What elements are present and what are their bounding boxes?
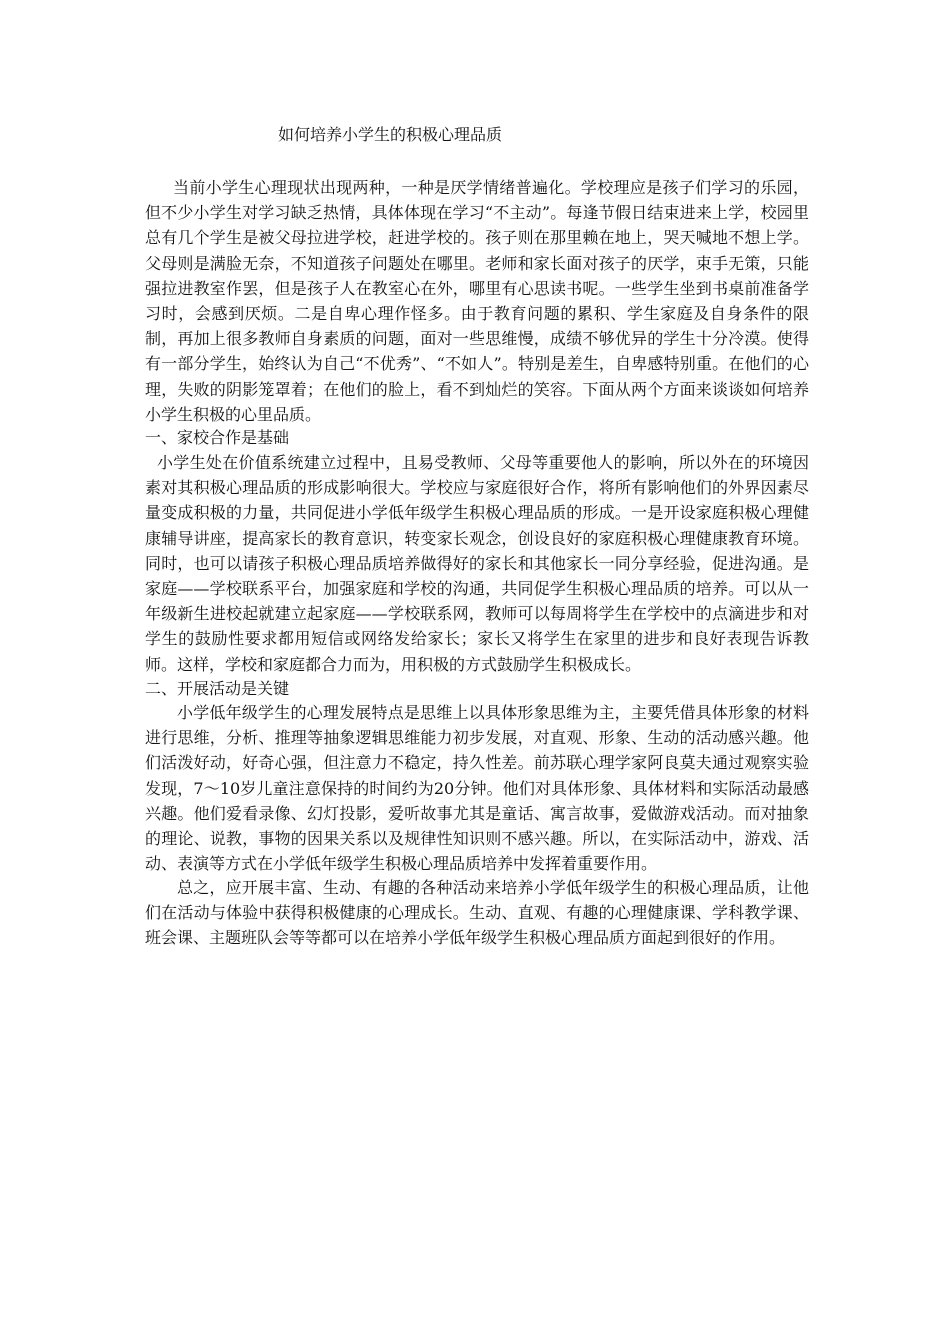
paragraph-conclusion: 总之，应开展丰富、生动、有趣的各种活动来培养小学低年级学生的积极心理品质，让他们在活动与体验中获得积极健康的心理成长。生动、直观、有趣的心理健康课、学科教学课、班会课、主题班队会等等都可以在培养小学低年级学生积极心理品质方面起到很好的作用。 <box>145 878 809 948</box>
paragraph-home-school: 小学生处在价值系统建立过程中，且易受教师、父母等重要他人的影响，所以外在的环境因素对其积极心理品质的形成影响很大。学校应与家庭很好合作，将所有影响他们的外界因素尽量变成积极的力量，共同促进小学低年级学生积极心理品质的形成。一是开设家庭积极心理健康辅导讲座，提高家长的教育意识，转变家长观念，创设良好的家庭积极心理健康教育环境。同时，也可以请孩子积极心理品质培养做得好的家长和其他家长一同分享经验，促进沟通。是家庭——学校联系平台，加强家庭和学校的沟通，共同促学生积极心理品质的培养。可以从一年级新生进校起就建立起家庭——学校联系网，教师可以每周将学生在学校中的点滴进步和对学生的鼓励性要求都用短信或网络发给家长；家长又将学生在家里的进步和良好表现告诉教师。这样，学校和家庭都合力而为，用积极的方式鼓励学生积极成长。 <box>145 453 809 674</box>
section-heading-home-school: 一、家校合作是基础 <box>145 428 290 447</box>
paragraph-intro: 当前小学生心理现状出现两种，一种是厌学情绪普遍化。学校理应是孩子们学习的乐园，但不少小学生对学习缺乏热情，具体体现在学习“不主动”。每逢节假日结束进来上学，校园里总有几个学生是被父母拉进学校，赶进学校的。孩子则在那里赖在地上，哭天喊地不想上学。父母则是满脸无奈，不知道孩子问题处在哪里。老师和家长面对孩子的厌学，束手无策，只能强拉进教室作罢，但是孩子人在教室心在外，哪里有心思读书呢。一些学生坐到书桌前准备学习时，会感到厌烦。二是自卑心理作怪多。由于教育问题的累积、学生家庭及自身条件的限制，再加上很多教师自身素质的问题，面对一些思维慢，成绩不够优异的学生十分冷漠。使得有一部分学生，始终认为自己“不优秀”、“不如人”。特别是差生，自卑感特别重。在他们的心理，失败的阴影笼罩着；在他们的脸上，看不到灿烂的笑容。下面从两个方面来谈谈如何培养小学生积极的心里品质。 <box>145 178 809 424</box>
section-heading-activities: 二、开展活动是关键 <box>145 679 290 698</box>
document-title: 如何培养小学生的积极心理品质 <box>278 125 503 144</box>
paragraph-activities: 小学低年级学生的心理发展特点是思维上以具体形象思维为主，主要凭借具体形象的材料进行思维，分析、推理等抽象逻辑思维能力初步发展，对直观、形象、生动的活动感兴趣。他们活泼好动，好奇心强，但注意力不稳定，持久性差。前苏联心理学家阿良莫夫通过观察实验发现，7～10岁儿童注意保持的时间约为20分钟。他们对具体形象、具体材料和实际活动最感兴趣。他们爱看录像、幻灯投影，爱听故事尤其是童话、寓言故事，爱做游戏活动。而对抽象的理论、说教，事物的因果关系以及规律性知识则不感兴趣。所以，在实际活动中，游戏、活动、表演等方式在小学低年级学生积极心理品质培养中发挥着重要作用。 <box>145 703 809 874</box>
